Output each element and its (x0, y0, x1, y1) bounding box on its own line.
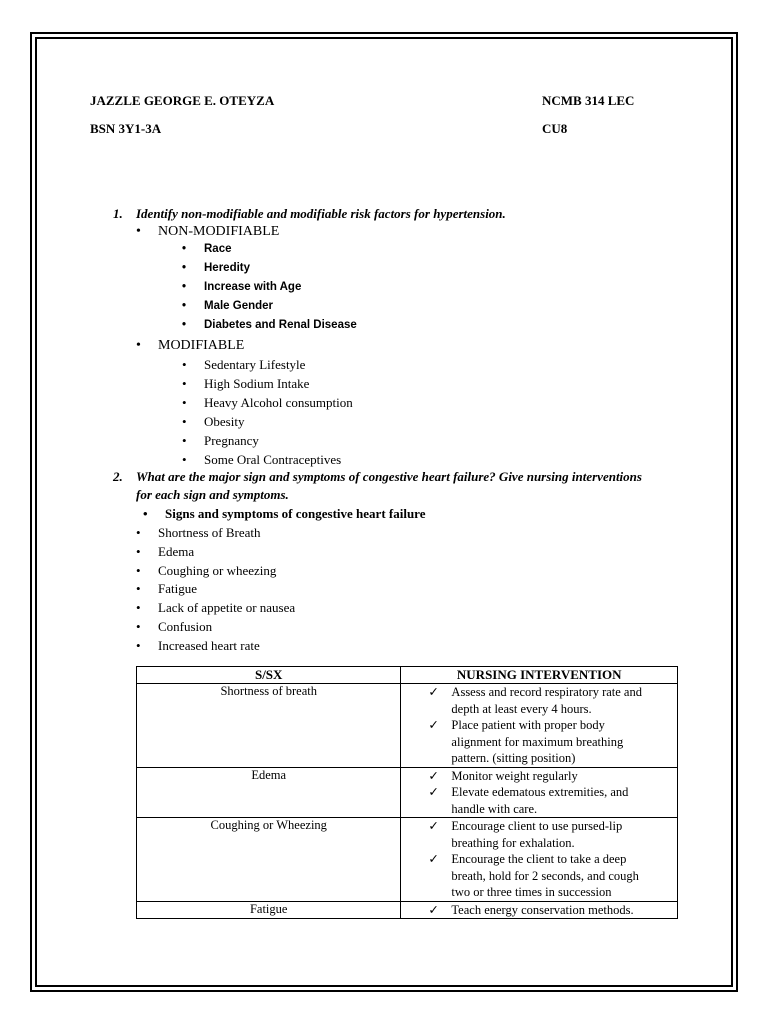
check-icon: ✓ (428, 718, 439, 732)
check-icon: ✓ (428, 685, 439, 699)
column-header-ssx: S/SX (137, 667, 401, 684)
list-item: • Diabetes and Renal Disease (204, 319, 357, 331)
check-icon: ✓ (428, 902, 439, 917)
check-icon: ✓ (428, 785, 439, 799)
list-item: • Heredity (204, 262, 250, 274)
table-row (137, 901, 678, 919)
list-item: • Fatigue (158, 581, 197, 597)
list-item: • Pregnancy (204, 433, 259, 449)
list-item: • Coughing or wheezing (158, 563, 276, 579)
list-item: • Increased heart rate (158, 638, 260, 654)
list-item: • Obesity (204, 414, 244, 430)
table-cell-sign: Shortness of breath (137, 684, 401, 768)
table-cell-interventions (401, 767, 678, 818)
list-item: • Increase with Age (204, 281, 301, 293)
question-2-text-line-2: for each sign and symptoms. (136, 487, 289, 502)
list-item: • Some Oral Contraceptives (204, 452, 341, 468)
intervention-item: ✓ Monitor weight regularly (428, 768, 578, 783)
table-cell-interventions (401, 901, 678, 919)
list-item: • Race (204, 243, 232, 255)
modifiable-heading: • MODIFIABLE (158, 338, 244, 354)
list-item: • Shortness of Breath (158, 525, 261, 541)
list-item: • Lack of appetite or nausea (158, 600, 295, 616)
intervention-item: ✓ Place patient with proper body alignment for maximum breathing pattern. (sitting position) (428, 718, 624, 765)
question-2-number: 2. (113, 469, 123, 484)
intervention-item: ✓ Elevate edematous extremities, and handle with care. (428, 785, 629, 816)
table-cell-interventions (401, 818, 678, 902)
table-header-row (137, 667, 678, 684)
intervention-item: ✓ Assess and record respiratory rate and depth at least every 4 hours. (428, 685, 642, 716)
non-modifiable-heading: • NON-MODIFIABLE (158, 224, 279, 240)
table-row (137, 684, 678, 768)
column-header-intervention: NURSING INTERVENTION (401, 667, 678, 684)
table-cell-interventions (401, 684, 678, 768)
list-item: • Edema (158, 544, 194, 560)
check-icon: ✓ (428, 768, 439, 783)
list-item: • Sedentary Lifestyle (204, 357, 305, 373)
unit-code: CU8 (542, 121, 568, 136)
question-2-text-line-1: What are the major sign and symptoms of congestive heart failure? Give nursing interventions (136, 469, 642, 484)
table-cell-sign: Coughing or Wheezing (137, 818, 401, 902)
question-1-text: Identify non-modifiable and modifiable risk factors for hypertension. (136, 206, 506, 221)
check-icon: ✓ (428, 819, 439, 833)
table-cell-sign: Edema (137, 767, 401, 818)
signs-heading: • Signs and symptoms of congestive heart failure (165, 506, 425, 522)
list-item: • High Sodium Intake (204, 376, 309, 392)
student-name: JAZZLE GEORGE E. OTEYZA (90, 93, 275, 108)
student-section: BSN 3Y1-3A (90, 121, 162, 136)
intervention-item: ✓ Encourage the client to take a deep breath, hold for 2 seconds, and cough two or three times in succession (428, 852, 639, 899)
list-item: • Heavy Alcohol consumption (204, 395, 353, 411)
table-cell-sign: Fatigue (137, 901, 401, 919)
intervention-item: ✓ Teach energy conservation methods. (428, 902, 634, 917)
question-1-number: 1. (113, 206, 123, 221)
check-icon: ✓ (428, 852, 439, 866)
table-row (137, 818, 678, 902)
list-item: • Male Gender (204, 300, 273, 312)
table-row (137, 767, 678, 818)
course-code: NCMB 314 LEC (542, 93, 635, 108)
list-item: • Confusion (158, 619, 212, 635)
intervention-item: ✓ Encourage client to use pursed-lip breathing for exhalation. (428, 819, 623, 850)
nursing-intervention-table (136, 666, 678, 919)
